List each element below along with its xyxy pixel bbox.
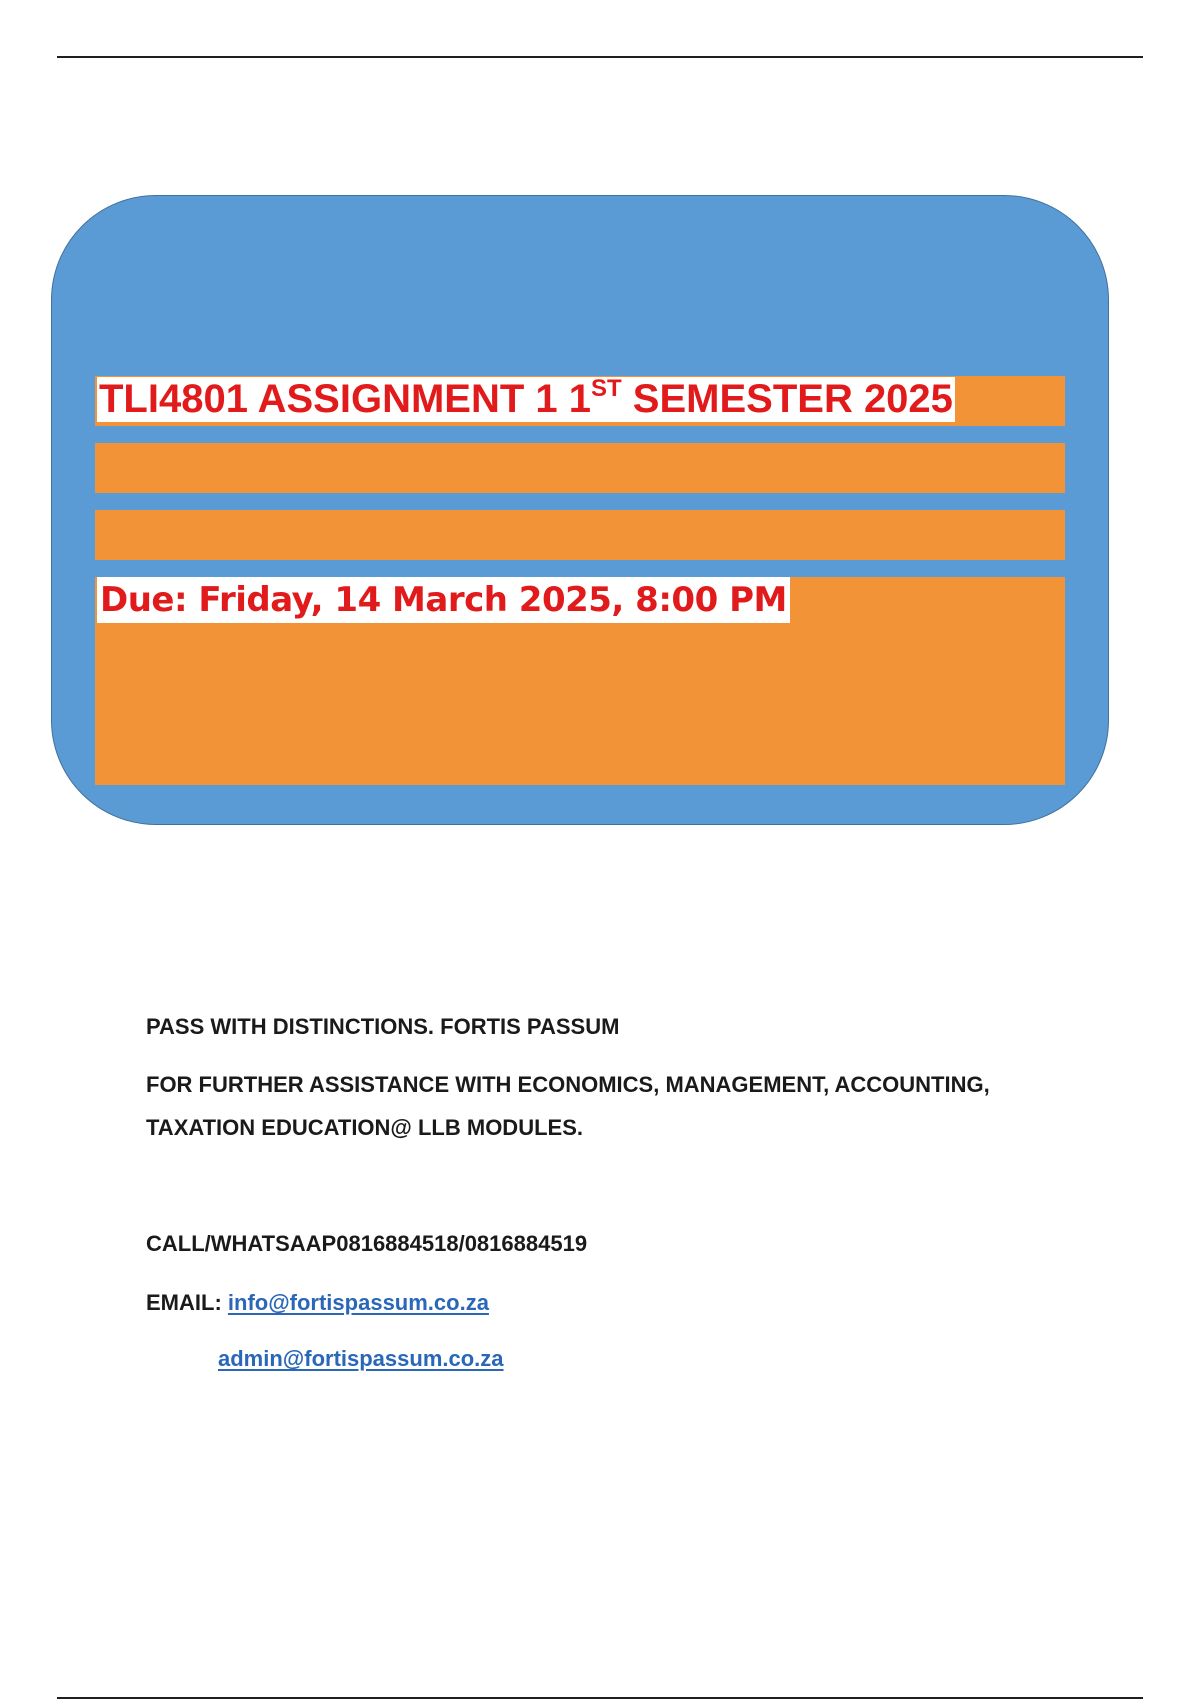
bottom-rule — [57, 1697, 1143, 1699]
assistance-line-2: TAXATION EDUCATION@ LLB MODULES. — [146, 1115, 583, 1140]
email-label: EMAIL: — [146, 1290, 222, 1315]
email-line — [146, 1290, 489, 1316]
email-line-2 — [218, 1346, 504, 1372]
assignment-title — [97, 374, 955, 422]
assistance-line-1: FOR FURTHER ASSISTANCE WITH ECONOMICS, MANAGEMENT, ACCOUNTING, — [146, 1072, 990, 1097]
due-date: Due: Friday, 14 March 2025, 8:00 PM — [97, 577, 790, 623]
contact-line: CALL/WHATSAAP0816884518/0816884519 — [146, 1231, 588, 1256]
email-link-info[interactable]: info@fortispassum.co.za — [227, 1290, 489, 1315]
cover-band — [95, 510, 1065, 560]
title-end: SEMESTER 2025 — [621, 377, 953, 421]
cover-band — [95, 443, 1065, 493]
top-rule — [57, 56, 1143, 58]
title-superscript: ST — [591, 374, 622, 402]
tagline: PASS WITH DISTINCTIONS. FORTIS PASSUM — [146, 1014, 620, 1039]
email-link-admin[interactable]: admin@fortispassum.co.za — [218, 1346, 504, 1371]
title-main: TLI4801 ASSIGNMENT 1 1 — [99, 377, 591, 421]
